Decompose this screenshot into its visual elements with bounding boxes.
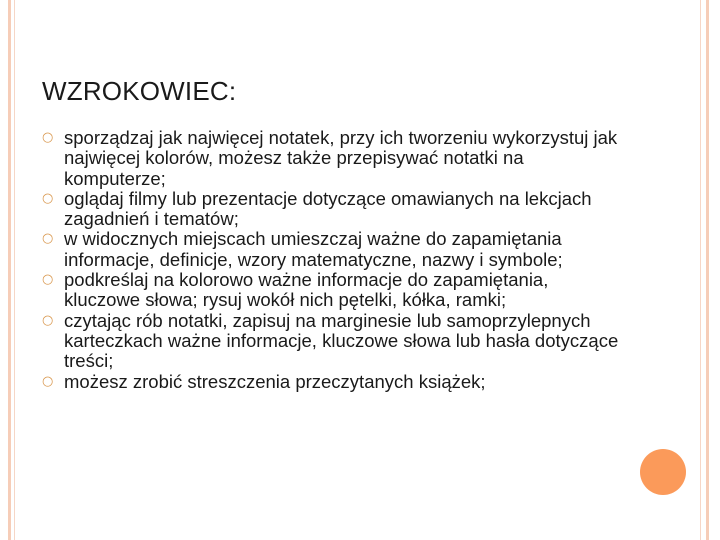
circle-outline-icon: ○ bbox=[42, 373, 54, 389]
bullet-list bbox=[42, 128, 622, 392]
bullet-text: sporządzaj jak najwięcej notatek, przy ich tworzeniu wykorzystuj jak najwięcej kolorów, możesz także przepisywać notatki na komputerze; bbox=[64, 127, 618, 189]
bullet-text: czytając rób notatki, zapisuj na marginesie lub samoprzylepnych karteczkach ważne informacje, kluczowe słowa lub hasła dotyczące treści; bbox=[64, 309, 619, 372]
bullet-text: możesz zrobić streszczenia przeczytanych książek; bbox=[64, 370, 486, 392]
right-border-line-thin bbox=[700, 0, 701, 540]
circle-outline-icon: ○ bbox=[42, 130, 54, 145]
list-item bbox=[42, 311, 622, 372]
bullet-text: oglądaj filmy lub prezentacje dotyczące omawianych na lekcjach zagadnień i tematów; bbox=[64, 187, 592, 230]
left-border-line-thin bbox=[14, 0, 15, 540]
list-item bbox=[42, 128, 622, 189]
list-item bbox=[42, 270, 622, 311]
decorative-circle bbox=[640, 449, 686, 495]
circle-outline-icon: ○ bbox=[42, 231, 54, 247]
circle-outline-icon: ○ bbox=[42, 312, 54, 328]
bullet-text: podkreślaj na kolorowo ważne informacje do zapamiętania, kluczowe słowa; rysuj wokół nich pętelki, kółka, ramki; bbox=[64, 269, 549, 311]
bullet-text: w widocznych miejscach umieszczaj ważne do zapamiętania informacje, definicje, wzory matematyczne, nazwy i symbole; bbox=[64, 228, 563, 270]
circle-outline-icon: ○ bbox=[42, 272, 54, 288]
left-border-line bbox=[8, 0, 11, 540]
list-item bbox=[42, 229, 622, 270]
list-item bbox=[42, 189, 622, 230]
right-border-line bbox=[706, 0, 709, 540]
slide-title: WZROKOWIEC: bbox=[42, 76, 237, 106]
list-item bbox=[42, 372, 622, 392]
circle-outline-icon: ○ bbox=[42, 190, 54, 206]
